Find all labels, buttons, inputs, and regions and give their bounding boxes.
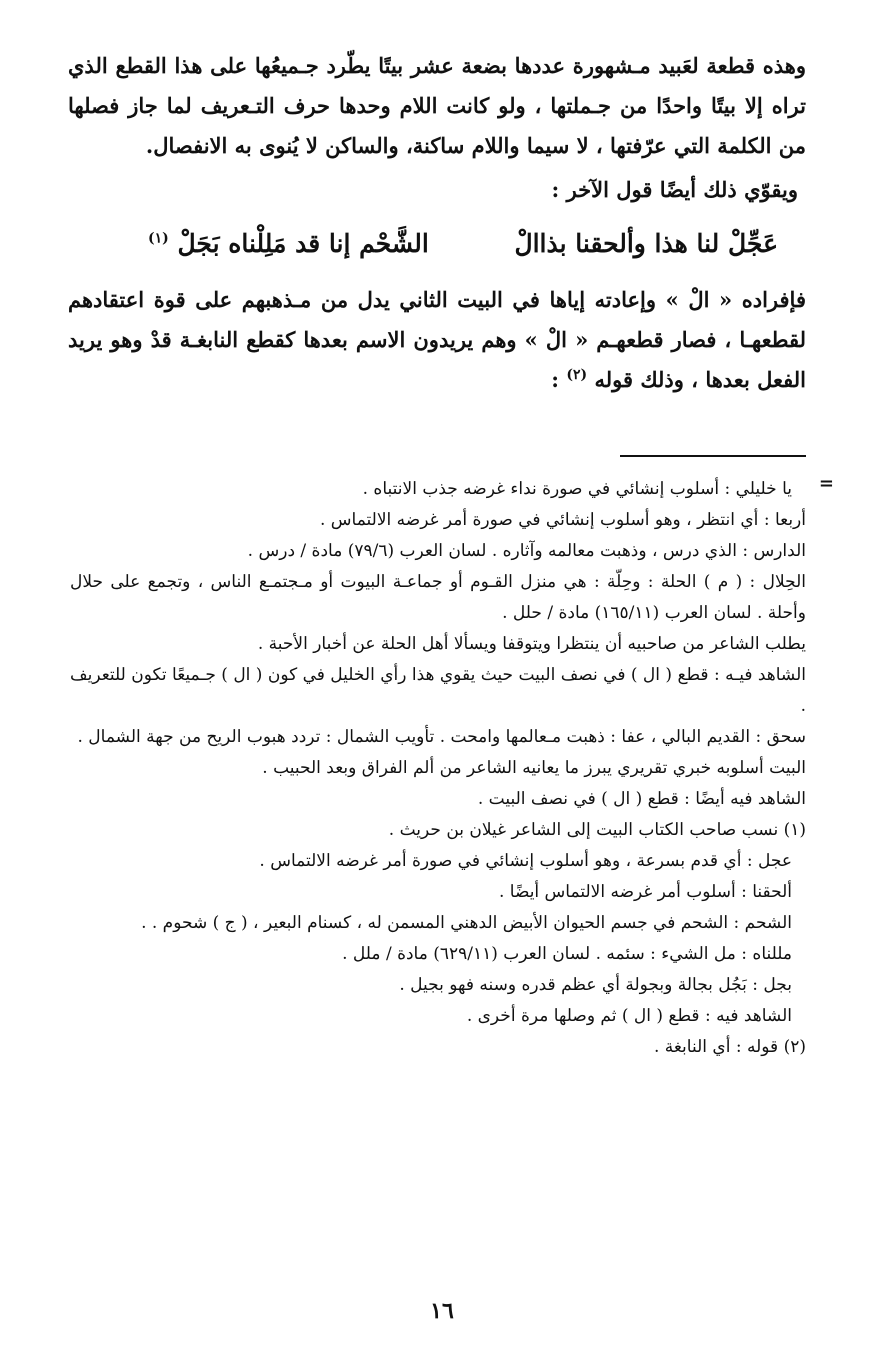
footnote-line: الشحم : الشحم في جسم الحيوان الأبيض الدهني المسمن له ، كسنام البعير ، ( ج ) شحوم . . (141, 913, 792, 933)
paragraph: فإفراده « الْ » وإعادته إياها في البيت الثاني يدل من مـذهبهم على قوة اعتقادهم لقطعهـا ، فصار قطعهـم « الْ » وهم يريدون الاسم بعدها كقطع النابغـة قدْ وهو يريد الفعل بعدها ، وذلك قوله $^{(٢)}$ : (68, 287, 806, 392)
verse-introduction: ويقوّي ذلك أيضًا قول الآخر : (551, 177, 798, 202)
footnote-line: الشاهد فيـه : قطع ( ال ) في نصف البيت حيث يقوي هذا رأي الخليل في كون ( ال ) جـميعًا تكون للتعريف . (70, 665, 806, 716)
footnote-line: مللناه : مل الشيء : سئمه . لسان العرب (٦٢٩/١١) مادة / ملل . (342, 944, 792, 964)
footnote-line: بجل : بَجُل بجالة وبجولة أي عظم قدره وسنه فهو بجيل . (399, 975, 792, 995)
footnote-line: يا خليلي : أسلوب إنشائي في صورة نداء غرضه جذب الانتباه . (362, 479, 792, 499)
footnote-line: ألحقنا : أسلوب أمر غرضه الالتماس أيضًا . (498, 882, 792, 902)
footnote-marker: (٢) (566, 367, 588, 383)
continuation-mark: = (818, 473, 834, 494)
paragraph: وهذه قطعة لعَبيد مـشهورة عددها بضعة عشر بيتًا يطّرد جـميعُها على هذا القطع الذي تراه إلا بيتًا واحدًا من جـملتها ، ولو كانت اللام وحدها حرف التـعريف لما جاز فصلها من الكلمة التي عرّفتها ، لا سيما واللام ساكنة، والساكن لا يُنوى به الانفصال. (68, 53, 806, 158)
footnote-line: سحق : القديم البالي ، عفا : ذهبت مـعالمها وامحت . تأويب الشمال : تردد هبوب الريح من جهة الشمال . (77, 727, 806, 747)
footnotes (70, 474, 806, 1063)
verse-hemistich-second: الشَّحْم إنا قد مَلِلْناه بَجَلْ $^{(١)}$ (148, 229, 429, 258)
footnote-line: الحِلال : ( م ) الحلة : وحِلّة : هي منزل القـوم أو جماعـة البيوت أو مـجتمـع الناس ، وتجمع على حلال وأحلة . لسان العرب (١٦٥/١١) مادة / حلل . (70, 572, 806, 623)
footnote-divider (620, 455, 806, 457)
poetry-verse (148, 218, 778, 270)
page-number: ١٦ (430, 1298, 454, 1324)
footnote-line: البيت أسلوبه خبري تقريري يبرز ما يعانيه الشاعر من ألم الفراق وبعد الحبيب . (262, 758, 806, 778)
footnote-line: يطلب الشاعر من صاحبيه أن ينتظرا ويتوقفا ويسألا أهل الحلة عن أخبار الأحبة . (257, 634, 806, 654)
footnote-line: الدارس : الذي درس ، وذهبت معالمه وآثاره . لسان العرب (٧٩/٦) مادة / درس . (247, 541, 806, 561)
verse-hemistich-first: عَجِّلْ لنا هذا وألحقنا بذاالْ (514, 229, 778, 258)
main-text (68, 46, 806, 400)
footnote-line: (١) نسب صاحب الكتاب البيت إلى الشاعر غيلان بن حريث . (388, 820, 806, 840)
footnote-line: الشاهد فيه أيضًا : قطع ( ال ) في نصف البيت . (477, 789, 806, 809)
footnote-line: (٢) قوله : أي النابغة . (653, 1037, 806, 1057)
footnote-marker: (١) (148, 230, 169, 247)
footnote-line: أربعا : أي انتظر ، وهو أسلوب إنشائي في صورة أمر غرضه الالتماس . (319, 510, 806, 530)
footnote-line: الشاهد فيه : قطع ( ال ) ثم وصلها مرة أخرى . (466, 1006, 792, 1026)
footnote-line: عجل : أي قدم بسرعة ، وهو أسلوب إنشائي في صورة أمر غرضه الالتماس . (259, 851, 792, 871)
